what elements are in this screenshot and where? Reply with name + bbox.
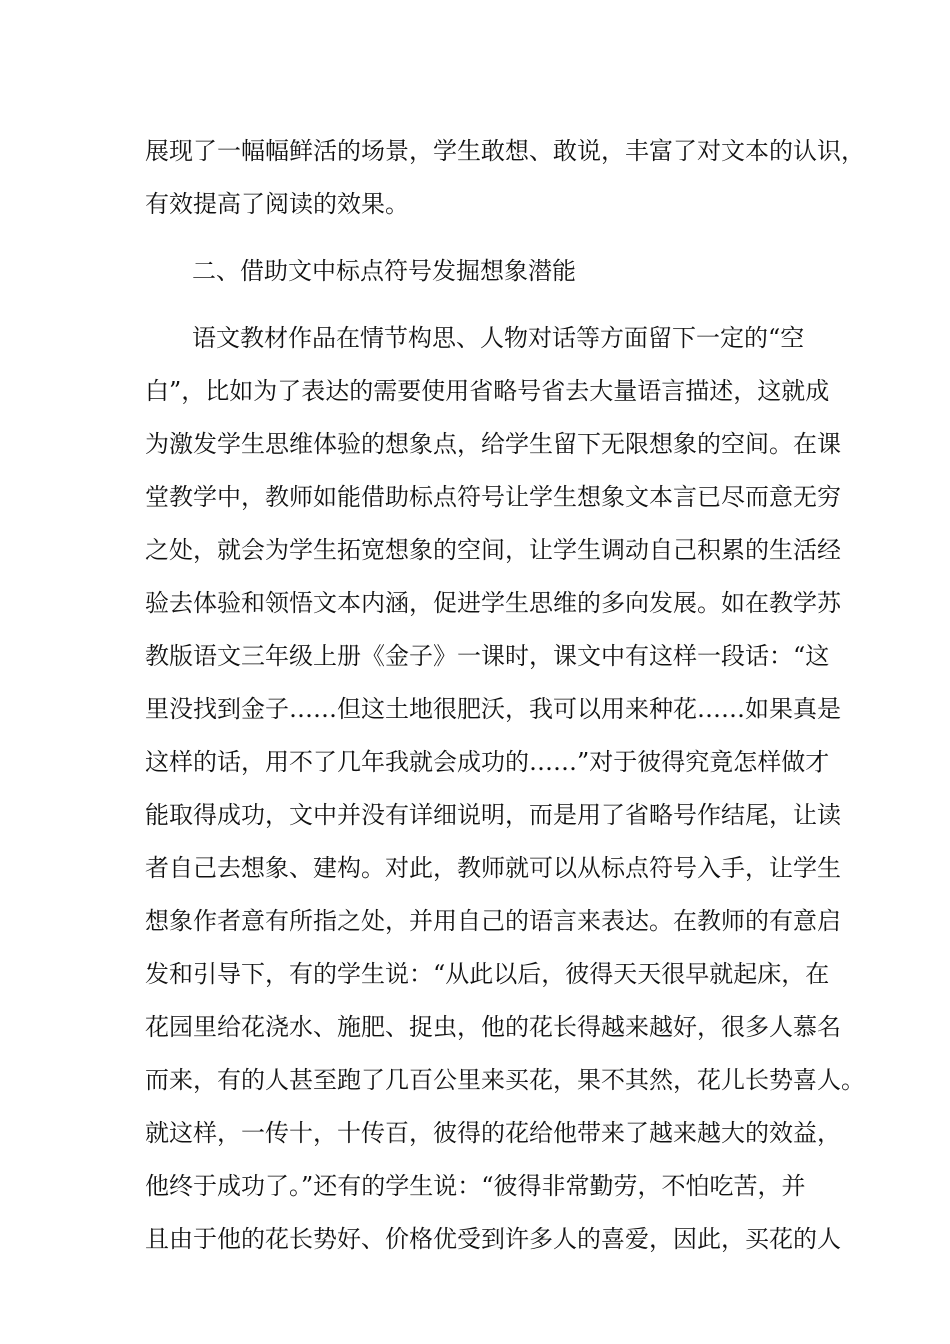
section-heading: 二、借助文中标点符号发掘想象潜能	[192, 257, 576, 285]
paragraph-1-line-1: 展现了一幅幅鲜活的场景，学生敢想、敢说，丰富了对文本的认识，	[145, 137, 865, 165]
paragraph-2-line-13: 发和引导下，有的学生说：“从此以后，彼得天天很早就起床，在	[145, 960, 830, 988]
paragraph-2-line-3: 为激发学生思维体验的想象点，给学生留下无限想象的空间。在课	[145, 430, 841, 458]
paragraph-2-line-9: 这样的话，用不了几年我就会成功的……”对于彼得究竟怎样做才	[145, 748, 830, 776]
paragraph-2-line-18: 且由于他的花长势好、价格优受到许多人的喜爱，因此，买花的人	[145, 1225, 841, 1253]
paragraph-2-line-10: 能取得成功，文中并没有详细说明，而是用了省略号作结尾，让读	[145, 801, 841, 829]
paragraph-2-line-12: 想象作者意有所指之处，并用自己的语言来表达。在教师的有意启	[145, 907, 841, 935]
paragraph-2-line-6: 验去体验和领悟文本内涵，促进学生思维的多向发展。如在教学苏	[145, 589, 841, 617]
paragraph-2-line-7: 教版语文三年级上册《金子》一课时，课文中有这样一段话：“这	[145, 642, 830, 670]
paragraph-1-line-2: 有效提高了阅读的效果。	[145, 190, 409, 218]
paragraph-2-line-16: 就这样，一传十，十传百，彼得的花给他带来了越来越大的效益，	[145, 1119, 841, 1147]
paragraph-2-line-1: 语文教材作品在情节构思、人物对话等方面留下一定的“空	[192, 324, 805, 352]
paragraph-2-line-4: 堂教学中，教师如能借助标点符号让学生想象文本言已尽而意无穷	[145, 483, 841, 511]
paragraph-2-line-11: 者自己去想象、建构。对此，教师就可以从标点符号入手，让学生	[145, 854, 841, 882]
paragraph-2-line-5: 之处，就会为学生拓宽想象的空间，让学生调动自己积累的生活经	[145, 536, 841, 564]
paragraph-2-line-8: 里没找到金子……但这土地很肥沃，我可以用来种花……如果真是	[145, 695, 841, 723]
paragraph-2-line-15: 而来，有的人甚至跑了几百公里来买花，果不其然，花儿长势喜人。	[145, 1066, 865, 1094]
paragraph-2-line-2: 白”，比如为了表达的需要使用省略号省去大量语言描述，这就成	[145, 377, 830, 405]
paragraph-2-line-17: 他终于成功了。”还有的学生说：“彼得非常勤劳，不怕吃苦，并	[145, 1172, 806, 1200]
paragraph-2-line-14: 花园里给花浇水、施肥、捉虫，他的花长得越来越好，很多人慕名	[145, 1013, 841, 1041]
